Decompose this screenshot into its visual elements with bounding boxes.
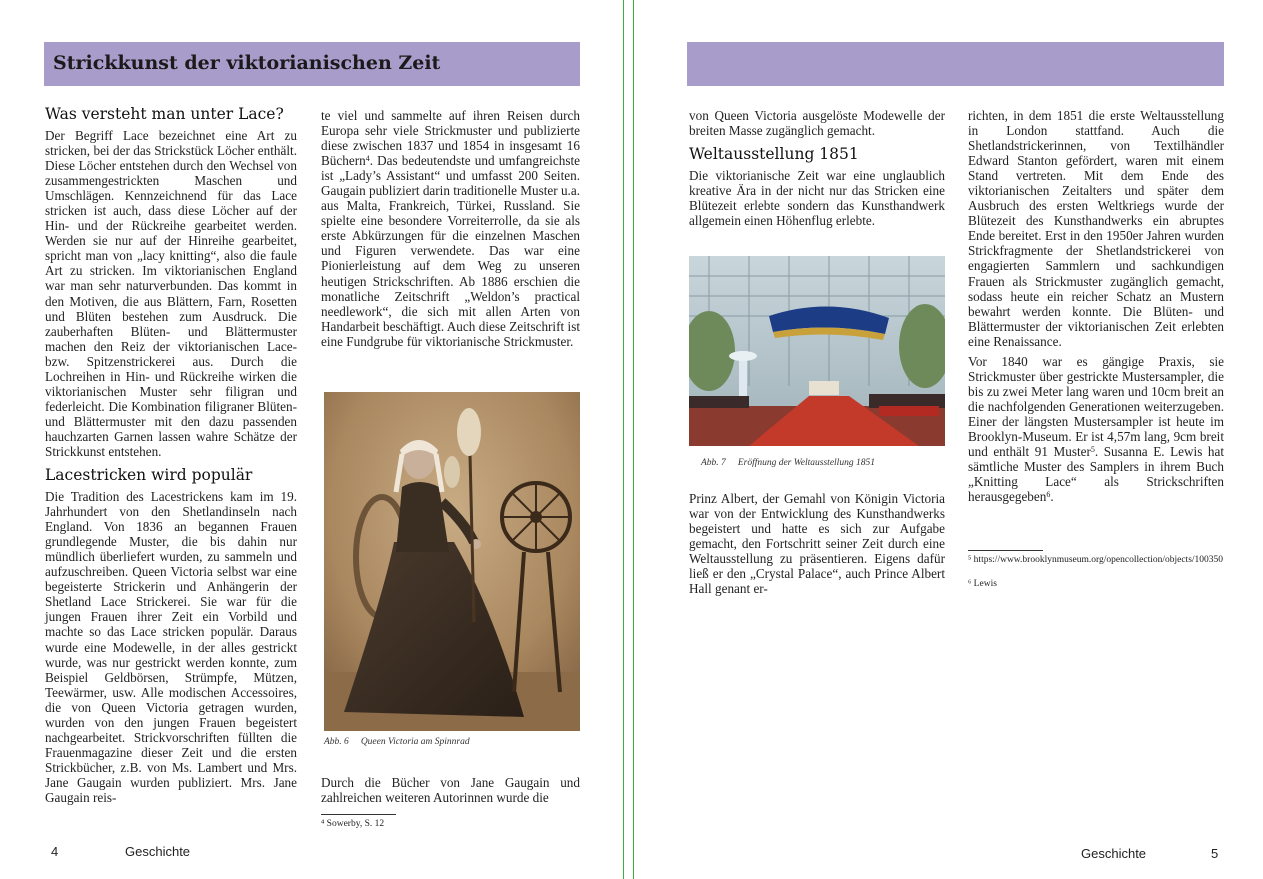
right-col2-text-d: . — [1050, 489, 1054, 505]
section-text-world-expo: Die viktorianische Zeit war eine unglaublich kreative Ära in der nicht nur das Stricken eine Blütezeit erlebte sondern das Kunsthandwerk allgemein einen Höhenflug erlebte. — [689, 168, 945, 229]
figure-number-7: Abb. 7 — [701, 458, 726, 468]
title-band-right — [687, 42, 1224, 86]
right-column-1 — [689, 108, 945, 228]
figure-caption-text-7: Eröffnung der Weltausstellung 1851 — [737, 458, 875, 468]
footnote-5: ⁵ https://www.brooklynmuseum.org/opencollection/objects/100350 — [968, 555, 1224, 565]
page-number-right: 5 — [1211, 846, 1219, 861]
section-heading-popular: Lacestricken wird populär — [45, 466, 253, 485]
footnote-ref-5: 5 — [1090, 445, 1095, 455]
title-band — [44, 42, 580, 86]
right-col2-text-a: richten, in dem 1851 die erste Weltausstellung in London stattfand. Auch die Shetlandstrickerinnen, von Textilhändler Edward Stanton gefördert, waren mit einem Stand vertreten. Mit dem Ende des viktorianischen Zeitalters und später dem Ausbruch des ersten Weltkriegs wurde der Blütezeit des Kunsthandwerks ein abruptes Ende bereitet. Erst in den 1950er Jahren wurden Strickfragmente der Shetlandstrickerei von engagierten Sammlern und sachkundigen Frauen als Strickmuster zugänglich gemacht, sodass heute ein reicher Schatz an Mustern bewahrt werden konnte. Die Blüten- und Blättermuster der viktorianischen Zeit erlebten eine Renaissance. — [968, 108, 1224, 349]
right-col2-text-b: Vor 1840 war es gängige Praxis, sie Strickmuster über gestrickte Mustersampler, die bis zu zwei Meter lang waren und 10cm breit an die nachfolgenden Generationen weiterzugeben. Einer der längsten Mustersampler ist heute im Brooklyn-Museum. Er ist 4,57m lang, 9cm breit und enthält 91 Muster — [968, 353, 1224, 460]
right-page — [634, 0, 1263, 879]
right-col1-text-a: von Queen Victoria ausgelöste Modewelle der breiten Masse zugänglich gemacht. — [689, 108, 945, 139]
page-divider-left — [623, 0, 624, 879]
left-column-2-bottom — [321, 775, 580, 805]
photo-crystal-palace — [689, 256, 945, 446]
footnote-rule — [321, 814, 396, 815]
footnote-rule-right — [968, 550, 1043, 551]
figure-queen-victoria-spinning-wheel — [324, 392, 580, 731]
photo-queen-victoria — [324, 392, 580, 731]
figure-caption-6 — [324, 737, 470, 747]
figure-world-exhibition-opening — [689, 256, 945, 446]
left-column-2 — [321, 108, 580, 349]
section-text-popular: Die Tradition des Lacestrickens kam im 19. Jahrhundert von den Shetlandinseln nach England. Von 1836 an begannen Frauen grundlegende Muster, die bis dahin nur mündlich überliefert wurden, zu sammeln und aufzuschreiben. Queen Victoria selbst war eine begeisterte Strickerin und Anhängerin der Shetland Lace Strickerei. Sie war für die jungen Frauen ihrer Zeit ein Vorbild und machte so das Lace stricken populär. Daraus wurde eine Modewelle, in der alles gestrickt wurde, was nur gestrickt werden konnte, zum Beispiel Geldbörsen, Strümpfe, Mützen, Teewärmer, usw. Alle modischen Accessoires, die von Queen Victoria getragen wurden, wurden von den jungen Frauen begeistert nachgearbeitet. Strickvorschriften füllten die Frauenmagazine dieser Zeit und die ersten Strickbücher, z.B. von Ms. Lambert und Mrs. Jane Gaugain wurden publiziert. Mrs. Jane Gaugain reis- — [45, 489, 297, 805]
section-heading-world-expo: Weltausstellung 1851 — [689, 145, 859, 164]
section-heading-lace: Was versteht man unter Lace? — [45, 105, 284, 123]
left-page — [0, 0, 623, 879]
right-column-1-bottom — [689, 491, 945, 596]
figure-caption-text-6: Queen Victoria am Spinnrad — [360, 737, 470, 747]
col2-text-a: te viel und sammelte auf ihren Reisen durch Europa sehr viele Strickmuster und publizierte diese zwischen 1837 und 1854 in insgesamt 16 Büchern — [321, 108, 580, 169]
footnote-6: ⁶ Lewis — [968, 579, 997, 589]
footnote-ref-4: 4 — [365, 154, 370, 164]
right-col1-text-b: Prinz Albert, der Gemahl von Königin Victoria war von der Entwicklung des Kunsthandwerks begeistert und hatte es sich zur Aufgabe gemacht, den Fortschritt seiner Zeit durch eine Weltausstellung zu präsentieren. Eigens dafür ließ er den „Crystal Palace“, auch Prince Albert Hall genant er- — [689, 491, 945, 597]
figure-number-6: Abb. 6 — [324, 737, 349, 747]
col2-text-c: Durch die Bücher von Jane Gaugain und zahlreichen weiteren Autorinnen wurde die — [321, 775, 580, 806]
col2-paragraph — [321, 108, 580, 349]
running-title-left: Geschichte — [125, 844, 191, 859]
footnote-ref-6: 6 — [1046, 490, 1051, 500]
right-col2-paragraph-b — [968, 354, 1224, 504]
page-number-left: 4 — [51, 844, 59, 859]
left-column-1 — [45, 104, 297, 805]
right-column-2 — [968, 108, 1224, 504]
col2-text-b: . Das bedeutendste und umfangreichste ist „Lady’s Assistant“ und umfasst 200 Seiten. Gaugain publiziert darin traditionelle Muster u.a. aus Malta, Frankreich, Türkei, Russland. Sie spielte eine besondere Vorreiterrolle, da sie als erste Abkürzungen für die einzelnen Maschen und Figuren verwendete. Das war eine Pionierleistung auf dem Weg zu unseren heutigen Strickschriften. Ab 1886 erschien die monatliche Zeitschrift „Weldon’s practical needlework“, die sich mit allen Arten von Handarbeit beschäftigt. Auch diese Zeitschrift ist eine Fundgrube für viktorianische Strickmuster. — [321, 153, 580, 349]
figure-caption-7 — [701, 458, 875, 468]
section-text-lace: Der Begriff Lace bezeichnet eine Art zu stricken, bei der das Strickstück Löcher enthält. Diese Löcher entstehen durch den Wechsel von zusammengestrickten Maschen und Umschlägen. Kennzeichnend für das Lace stricken ist auch, dass diese Löcher auf der Hin- und der Rückreihe gearbeitet werden. Werden sie nur auf der Hinreihe gearbeitet, spricht man von „lacy knitting“, also die faule Art zu stricken. Im viktorianischen England war man sehr naturverbunden. Das kommt in den Motiven, die aus Blättern, Farn, Rosetten und Blüten bestehen zum Ausdruck. Die zauberhaften Blüten- und Blättermuster machen den Reiz der viktorianischen Lace- bzw. Spitzenstrickerei aus. Durch die Lochreihen in Hin- und Rückreihe wirken die viktorianischen Muster sehr filigran und federleicht. Die Kombination filigraner Blüten- und Blättermuster mit den dazu passenden hauchzarten Garnen lassen wahre Schätze der Strickkunst entstehen. — [45, 128, 297, 459]
right-col2-text-c: . Susanna E. Lewis hat sämtliche Muster des Samplers in ihrem Buch „Knitting Lace“ als Strickschriften herausgegeben — [968, 444, 1224, 505]
page-title: Strickkunst der viktorianischen Zeit — [53, 52, 441, 74]
running-title-right: Geschichte — [1081, 846, 1147, 861]
footnote-4: ⁴ Sowerby, S. 12 — [321, 819, 385, 829]
